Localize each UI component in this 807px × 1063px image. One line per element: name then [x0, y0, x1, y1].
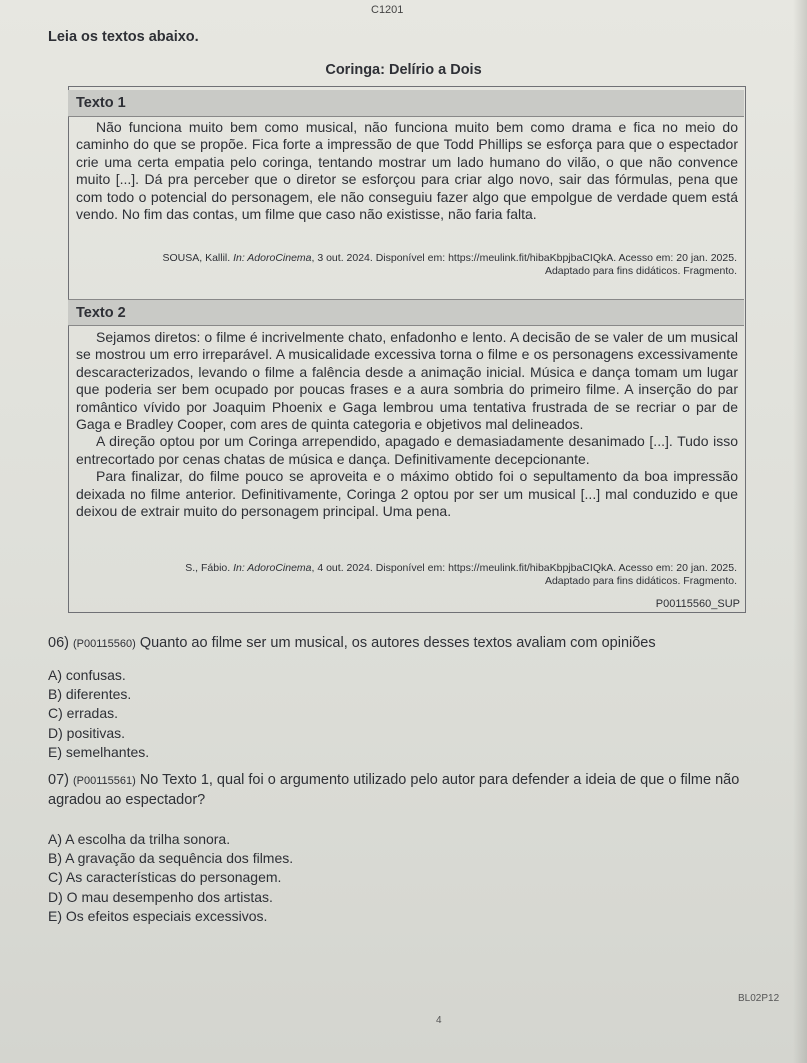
page-number: 4 — [436, 1015, 442, 1026]
text2-body — [76, 329, 738, 520]
box-title: Coringa: Delírio a Dois — [325, 62, 482, 78]
q06-text: Quanto ao filme ser um musical, os autores desses textos avaliam com opiniões — [139, 635, 656, 651]
q06-options — [48, 666, 149, 762]
q06-option-a[interactable]: A) confusas. — [48, 667, 126, 683]
footer-code: BL02P12 — [738, 993, 780, 1004]
question-06 — [48, 634, 778, 654]
box-code: P00115560_SUP — [655, 598, 740, 610]
text1-heading: Texto 1 — [68, 90, 744, 117]
question-07 — [48, 771, 778, 810]
q07-option-c[interactable]: C) As características do personagem. — [48, 869, 282, 886]
text2-paragraph-1: Sejamos diretos: o filme é incrivelmente chato, enfadonho e lento. A decisão de se valer de um musical se mostrou um erro irreparável. A musicalidade excessiva torna o filme e os personagens excessivamente descaracterizados, levando o filme a falência desde a animação inicial. Música e dança tomam um lugar que poderia ser bem ocupado por poucas frases e a aura sombria do primeiro filme. A inserção do par romântico vívido por Joaquim Phoenix e Gaga lembrou uma tentativa frustrada de se recriar o par de Gaga e Bradley Cooper, com ares de quinta categoria e objetivos mal delineados. — [76, 329, 738, 433]
text2-paragraph-3: Para finalizar, do filme pouco se aproveita e o máximo obtido foi o sepultamento da boa impressão deixada no filme anterior. Definitivamente, Coringa 2 optou por ser um musical [...] mal conduzido e que deixou de extrair muito do personagem principal. Uma pena. — [76, 468, 738, 520]
q06-number: 06) — [48, 635, 69, 651]
text1-source-note: Adaptado para fins didáticos. Fragmento. — [544, 265, 737, 277]
text1-source-author: SOUSA, Kallil. — [162, 252, 234, 264]
q07-option-a[interactable]: A) A escolha da trilha sonora. — [48, 831, 231, 847]
text2-heading: Texto 2 — [68, 299, 744, 326]
text1-body — [76, 119, 738, 223]
q07-text: No Texto 1, qual foi o argumento utilizado pelo autor para defender a ideia de que o filme não agradou ao espectador? — [48, 772, 740, 808]
text2-paragraph-2: A direção optou por um Coringa arrependido, apagado e demasiadamente desanimado [...]. Tudo isso entrecortado por cenas chatas de música e dança. Definitivamente decepcionante. — [76, 433, 738, 467]
q07-option-b[interactable]: B) A gravação da sequência dos filmes. — [48, 850, 294, 867]
text1-source-rest: , 3 out. 2024. Disponível em: https://meulink.fit/hibaKbpjbaCIQkA. Acesso em: 20 jan. 2025. — [311, 252, 737, 264]
text2-source-author: S., Fábio. — [185, 562, 234, 574]
text1-paragraph: Não funciona muito bem como musical, não funciona muito bem como drama e fica no meio do caminho do que se propõe. Fica forte a impressão de que Todd Phillips se esforça para que o espectador crie uma certa empatia pelo coringa, tentando mostrar um lado humano do vilão, o que não convence muito [...]. Dá pra perceber que o diretor se esforçou para criar algo novo, sair das fórmulas, pena que com todo o potencial do personagem, ele não conseguiu fazer algo que empolgue de verdade quem está vendo. No fim das contas, um filme que caso não existisse, não faria falta. — [76, 119, 738, 223]
q06-option-c[interactable]: C) erradas. — [48, 705, 119, 722]
q06-option-d[interactable]: D) positivas. — [48, 724, 126, 741]
text1-source-in: In: AdoroCinema — [233, 252, 312, 264]
text1-source — [97, 252, 737, 278]
header-code: C1201 — [371, 4, 404, 16]
page-edge-shadow — [793, 0, 807, 1063]
q07-option-e[interactable]: E) Os efeitos especiais excessivos. — [48, 907, 268, 924]
q07-option-d[interactable]: D) O mau desempenho dos artistas. — [48, 888, 273, 905]
q07-options — [48, 830, 293, 926]
text2-source-note: Adaptado para fins didáticos. Fragmento. — [544, 575, 737, 587]
q07-number: 07) — [48, 772, 69, 788]
q06-option-b[interactable]: B) diferentes. — [48, 686, 132, 703]
instruction: Leia os textos abaixo. — [48, 29, 199, 45]
q07-id: (P00115561) — [73, 775, 136, 787]
text2-source — [97, 562, 737, 588]
text2-source-rest: , 4 out. 2024. Disponível em: https://meulink.fit/hibaKbpjbaCIQkA. Acesso em: 20 jan. 2025. — [311, 562, 737, 574]
q06-option-e[interactable]: E) semelhantes. — [48, 743, 150, 760]
q06-id: (P00115560) — [73, 638, 136, 650]
text2-source-in: In: AdoroCinema — [233, 562, 312, 574]
